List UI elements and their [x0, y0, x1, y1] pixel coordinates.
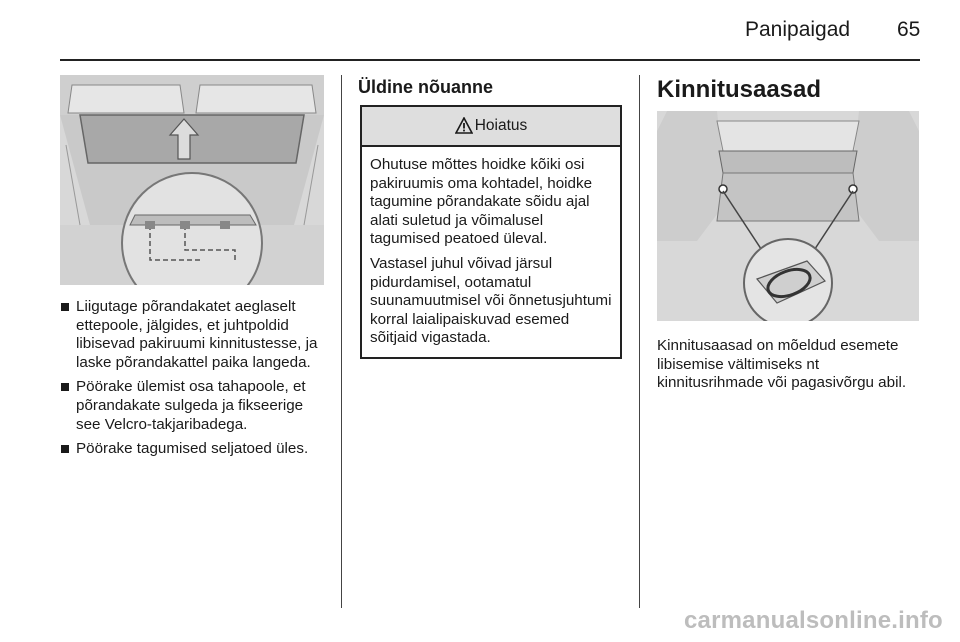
header-divider	[60, 59, 920, 61]
list-item: Liigutage põrandakatet aeglaselt ettepoole, jälgides, et juhtpoldid libisevad pakiruumi kinnitustesse, ja laske põrandakattel paika langeda.	[60, 298, 328, 372]
list-item: Pöörake tagumised seljatoed üles.	[60, 440, 328, 459]
warning-triangle-icon	[455, 111, 473, 149]
lashing-eyes-description: Kinnitusaasad on mõeldud esemete libisemise vältimiseks nt kinnitusrihmade või pagasivõrgu abil.	[657, 337, 907, 392]
instruction-list	[60, 298, 328, 465]
warning-paragraph: Vastasel juhul võivad järsul pidurdamisel, ootamatul suunamuutmisel või õnnetusjuhtumi korral laialipaiskuvad esemed sõitjaid vigastada.	[370, 254, 612, 347]
list-item: Pöörake ülemist osa tahapoole, et põrandakate sulgeda ja fikseerige see Velcro-takjaribadega.	[60, 378, 328, 434]
bullet-square-icon	[61, 445, 69, 453]
warning-paragraph: Ohutuse mõttes hoidke kõiki osi pakiruumis oma kohtadel, hoidke tagumine põrandakate sõidu ajal alati suletud ja võimalusel tagumised peatoed üleval.	[370, 156, 593, 248]
floor-cover-illustration	[60, 75, 324, 285]
column-divider-right	[639, 75, 640, 608]
bullet-square-icon	[61, 383, 69, 391]
warning-body	[362, 147, 620, 348]
page-number: 65	[897, 18, 921, 41]
section-title-general-advice: Üldine nõuanne	[358, 77, 493, 97]
column-divider-left	[341, 75, 342, 608]
warning-heading: Hoiatus	[474, 117, 528, 134]
page-section-title: Panipaigad	[745, 18, 851, 41]
section-title-lashing-eyes: Kinnitusaasad	[657, 76, 822, 103]
warning-header	[362, 107, 620, 147]
bullet-square-icon	[61, 303, 69, 311]
warning-box	[360, 105, 622, 359]
lashing-eyes-illustration	[657, 111, 919, 321]
watermark: carmanualsonline.info	[684, 607, 943, 634]
